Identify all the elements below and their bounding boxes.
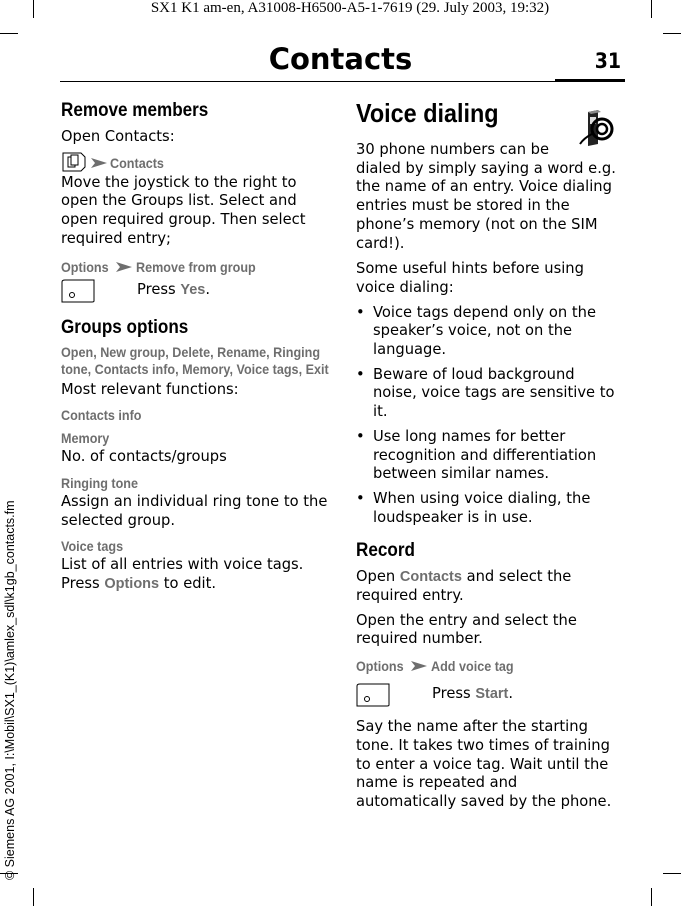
arrow-right-icon [116,261,132,273]
move-joystick-text: Move the joystick to the right to open the Groups list. Select and open required group. Then select required entry; [61,173,306,247]
contacts-key: Contacts [399,569,462,586]
side-note: © Siemens AG 2001, I:\Mobil\SX1_(K1)\amlex_sdl\k1gb_contacts.fm [3,500,17,880]
period: . [508,685,514,703]
start-key: Start [475,686,509,703]
press-options-text [61,575,331,594]
options-path [356,658,622,675]
arrow-right-icon [91,157,107,169]
list-item: • Use long names for better recognition and differentiation between similar names. [356,428,622,484]
arrow-right-icon [411,660,427,672]
nav-path [61,152,331,172]
period: . [205,280,210,298]
left-column [61,100,331,594]
running-head: SX1 K1 am-en, A31008-H6500-A5-1-7619 (29. July 2003, 19:32) [150,0,550,16]
ringing-tone-label: Ringing tone [61,474,138,491]
page-number-rule [555,79,625,82]
add-voice-tag: Add voice tag [431,658,514,675]
say-name-text: Say the name after the starting tone. It takes two times of training to enter a voice tag. Wait until the name is repeated and automatically saved by the phone. [356,718,612,810]
softkey-icon [356,683,390,707]
press-label: Press [432,685,471,703]
title-rule [60,81,625,82]
crop-mark [33,888,34,906]
nav-contacts: Contacts [110,154,164,171]
voice-intro-1: 30 phone numbers can be [356,141,550,158]
to-edit-text: to edit. [163,575,217,593]
select-entry-text: and select the required entry. [356,568,572,605]
crop-mark [663,873,681,874]
crop-mark [33,0,34,18]
voice-tags-label: Voice tags [61,538,124,555]
softkey-icon [61,279,95,303]
most-relevant-text: Most relevant functions: [61,380,239,398]
options-key: Options [356,658,404,675]
contacts-info-label: Contacts info [61,407,142,424]
ringing-tone-desc: Assign an individual ring tone to the selected group. [61,492,328,529]
press-text [432,685,513,704]
open-contacts-text [356,568,622,605]
crop-mark [651,0,652,18]
crop-mark [0,33,18,34]
list-item: • Voice tags depend only on the speaker’s voice, not on the language. [356,304,622,360]
open-label: Open [356,568,396,586]
hints-intro: Some useful hints before using voice dialing: [356,260,584,296]
record-heading: Record [356,540,415,562]
memory-desc: No. of contacts/groups [61,448,227,466]
press-label: Press [61,575,100,593]
open-contacts-text: Open Contacts: [61,128,175,145]
voice-intro-2: dialed by simply saying a word e.g. the name of an entry. Voice dialing entries must be stored in the phone’s memory (not on the SIM card!). [356,159,616,252]
page-number: 31 [594,49,621,73]
hints-list [356,304,622,528]
crop-mark [651,888,652,906]
press-text [137,281,210,300]
remove-from-group: Remove from group [136,258,256,275]
page-title: Contacts [268,42,413,76]
remove-members-heading: Remove members [61,100,209,121]
options-path [61,259,331,276]
list-item: • When using voice dialing, the loudspeaker is in use. [356,490,622,527]
voice-dialing-icon [574,108,616,148]
voice-tags-desc: List of all entries with voice tags. [61,556,304,574]
yes-key: Yes [180,281,206,298]
open-entry-text: Open the entry and select the required number. [356,611,577,648]
menu-key-icon [61,152,87,172]
press-label: Press [137,280,176,298]
groups-options-list: Open, New group, Delete, Rename, Ringing tone, Contacts info, Memory, Voice tags, Exit [61,343,329,377]
memory-label: Memory [61,430,110,447]
list-item: • Beware of loud background noise, voice tags are sensitive to it. [356,366,622,422]
crop-mark [663,33,681,34]
voice-dialing-heading: Voice dialing [356,98,499,128]
options-key: Options [61,258,109,275]
right-column [356,98,622,812]
press-yes-row [61,279,331,305]
options-key: Options [104,576,160,593]
press-start-row [356,681,622,709]
groups-options-heading: Groups options [61,316,189,338]
